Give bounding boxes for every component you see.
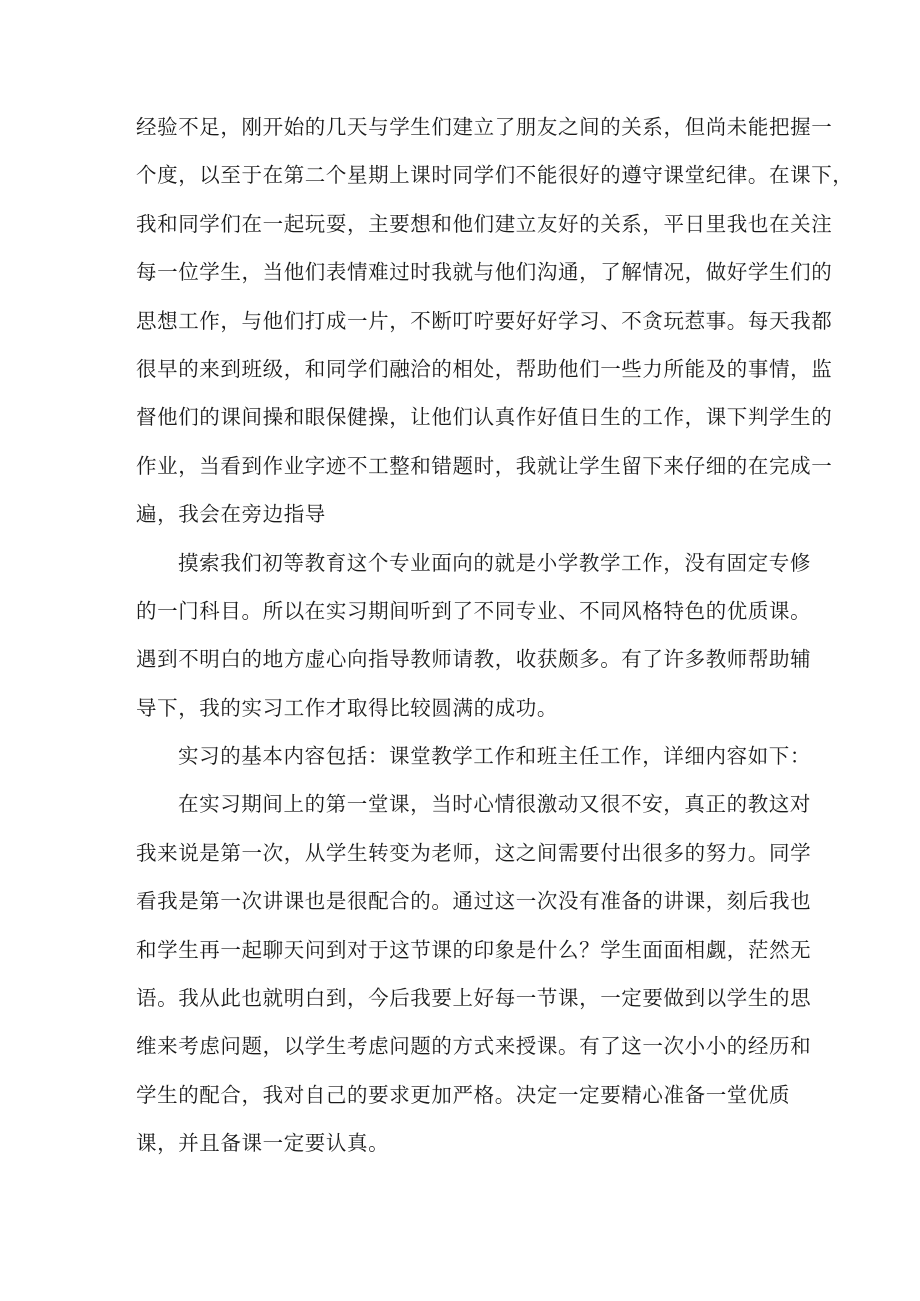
document-page [136, 103, 854, 1168]
text-line: 个度，以至于在第二个星期上课时同学们不能很好的遵守课堂纪律。在课下， [136, 163, 854, 188]
text-line: 和学生再一起聊天问到对于这节课的印象是什么？学生面面相觑，茫然无 [136, 937, 812, 962]
text-line: 看我是第一次讲课也是很配合的。通过这一次没有准备的讲课，刻后我也 [136, 889, 812, 914]
text-line: 实习的基本内容包括：课堂教学工作和班主任工作，详细内容如下： [178, 744, 811, 769]
text-line: 维来考虑问题，以学生考虑问题的方式来授课。有了这一次小小的经历和 [136, 1034, 812, 1059]
text-line: 在实习期间上的第一堂课，当时心情很激动又很不安，真正的教这对 [178, 792, 811, 817]
text-line: 督他们的课间操和眼保健操，让他们认真作好值日生的工作，课下判学生的 [136, 405, 833, 430]
text-line: 思想工作，与他们打成一片，不断叮咛要好好学习、不贪玩惹事。每天我都 [136, 308, 833, 333]
text-line: 导下，我的实习工作才取得比较圆满的成功。 [136, 695, 558, 720]
text-line: 遍，我会在旁边指导 [136, 502, 326, 527]
text-line: 课，并且备课一定要认真。 [136, 1131, 390, 1156]
text-line: 语。我从此也就明白到，今后我要上好每一节课，一定要做到以学生的思 [136, 986, 812, 1011]
paragraph-1 [136, 103, 854, 539]
text-line: 每一位学生，当他们表情难过时我就与他们沟通，了解情况，做好学生们的 [136, 260, 833, 285]
text-line: 我和同学们在一起玩耍，主要想和他们建立友好的关系，平日里我也在关注 [136, 211, 833, 236]
text-line: 经验不足，刚开始的几天与学生们建立了朋友之间的关系，但尚未能把握一 [136, 115, 833, 139]
text-line: 作业，当看到作业字迹不工整和错题时，我就让学生留下来仔细的在完成一 [136, 453, 833, 478]
text-line: 遇到不明白的地方虚心向指导教师请教，收获颇多。有了许多教师帮助辅 [136, 647, 812, 672]
paragraph-3 [136, 732, 811, 780]
text-line: 的一门科目。所以在实习期间听到了不同专业、不同风格特色的优质课。 [136, 598, 812, 623]
text-line: 很早的来到班级，和同学们融洽的相处，帮助他们一些力所能及的事情，监 [136, 356, 833, 381]
text-line: 摸索我们初等教育这个专业面向的就是小学教学工作，没有固定专修 [178, 550, 811, 575]
paragraph-4 [136, 780, 812, 1167]
text-line: 学生的配合，我对自己的要求更加严格。决定一定要精心准备一堂优质 [136, 1082, 791, 1107]
text-line: 我来说是第一次，从学生转变为老师，这之间需要付出很多的努力。同学 [136, 840, 812, 865]
paragraph-2 [136, 539, 812, 733]
